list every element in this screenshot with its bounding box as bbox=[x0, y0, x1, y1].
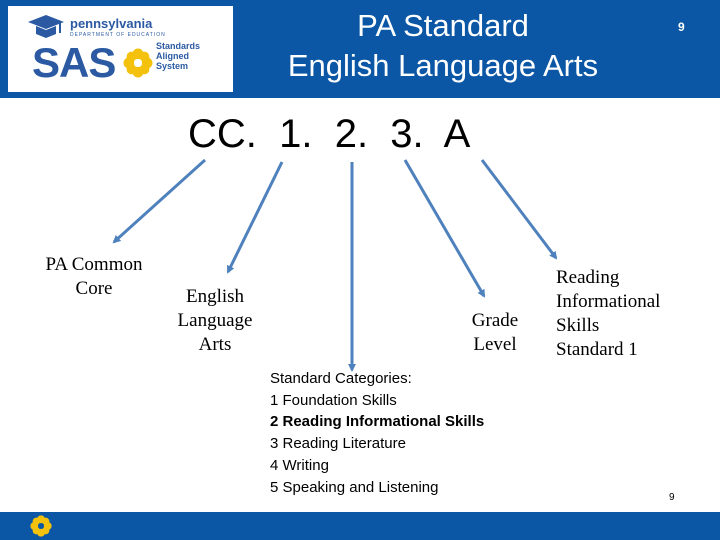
logo-brand-text: SAS bbox=[32, 39, 116, 86]
logo-sub-line: Standards bbox=[156, 41, 201, 51]
label-line: Informational bbox=[556, 291, 661, 312]
label-line: Language bbox=[177, 310, 253, 331]
category-item: 1 Foundation Skills bbox=[270, 391, 397, 409]
category-item: 3 Reading Literature bbox=[270, 435, 406, 453]
standard-categories bbox=[270, 368, 484, 498]
logo-state-text: pennsylvania bbox=[70, 16, 153, 31]
label-line: Grade bbox=[471, 310, 519, 331]
arrow-to-reading-informational bbox=[482, 160, 556, 258]
arrow-to-pa-common-core bbox=[114, 160, 205, 242]
arrow-to-english-language-arts bbox=[228, 162, 282, 272]
label-grade-level bbox=[460, 309, 530, 357]
header-page-number: 9 bbox=[678, 20, 685, 34]
label-pa-common-core bbox=[36, 253, 152, 301]
logo-sub-line: Aligned bbox=[156, 51, 189, 61]
category-item: 4 Writing bbox=[270, 456, 329, 474]
footer-page-number: 9 bbox=[669, 492, 675, 503]
label-line: Reading bbox=[556, 267, 620, 288]
logo-department-text: DEPARTMENT OF EDUCATION bbox=[70, 32, 166, 38]
logo-sub-line: System bbox=[156, 61, 189, 71]
standard-code: CC. 1. 2. 3. A bbox=[188, 112, 471, 156]
footer-bar bbox=[0, 512, 720, 540]
category-item-highlighted: 2 Reading Informational Skills bbox=[270, 413, 485, 431]
footer-flower-icon bbox=[30, 515, 52, 537]
slide-title-line1: PA Standard bbox=[357, 8, 529, 43]
label-line: Skills bbox=[556, 315, 600, 336]
label-english-language-arts bbox=[167, 285, 263, 357]
label-line: English bbox=[185, 286, 245, 307]
arrow-to-grade-level bbox=[405, 160, 484, 296]
label-line: Arts bbox=[198, 334, 232, 355]
categories-heading: Standard Categories: bbox=[270, 370, 412, 387]
slide-title-line2: English Language Arts bbox=[287, 48, 599, 83]
label-line: Level bbox=[473, 334, 517, 355]
label-reading-informational bbox=[556, 266, 680, 362]
category-item: 5 Speaking and Listening bbox=[270, 478, 439, 496]
label-line: Standard 1 bbox=[556, 339, 638, 360]
label-line: PA Common bbox=[45, 254, 143, 275]
label-line: Core bbox=[75, 278, 113, 299]
